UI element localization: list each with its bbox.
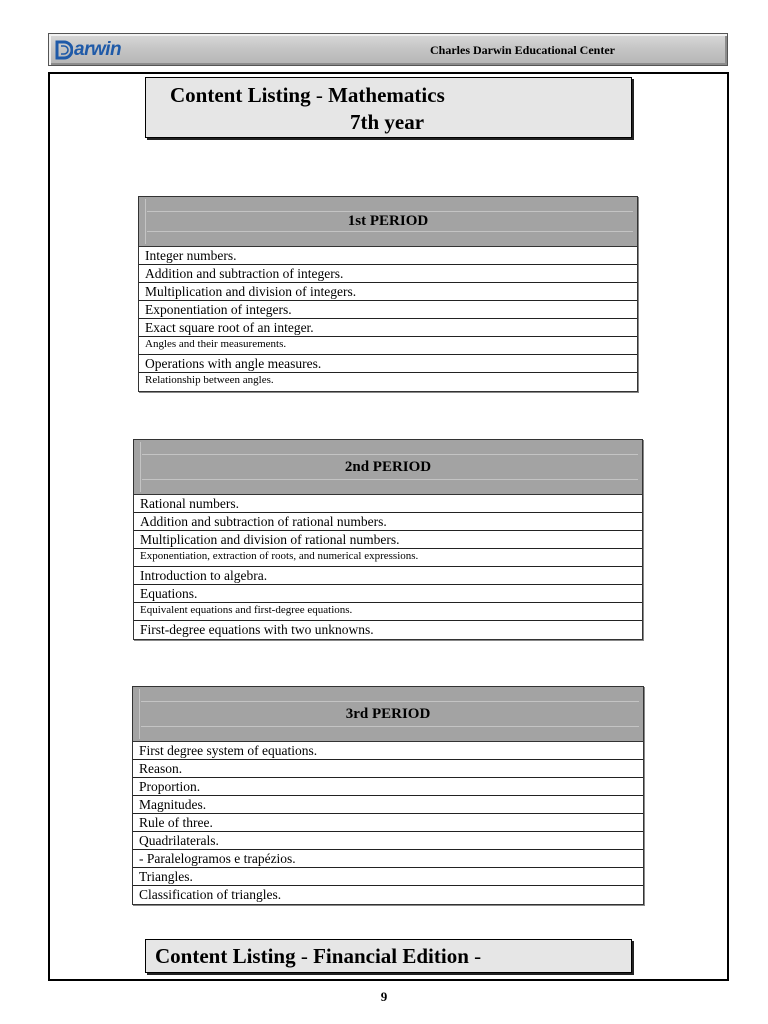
period-item: Addition and subtraction of rational numbers.: [134, 513, 642, 531]
bottom-title-suffix: -: [468, 944, 482, 968]
bottom-title: [155, 944, 481, 969]
period-item: Rule of three.: [133, 814, 643, 832]
period-header: [133, 687, 643, 742]
period-table-2: [133, 439, 643, 640]
period-item: Integer numbers.: [139, 247, 637, 265]
period-table-1: [138, 196, 638, 392]
period-item: Reason.: [133, 760, 643, 778]
period-item: - Paralelogramos e trapézios.: [133, 850, 643, 868]
darwin-logo-icon: [55, 40, 73, 60]
period-item: Operations with angle measures.: [139, 355, 637, 373]
period-header: [139, 197, 637, 247]
period-item: Magnitudes.: [133, 796, 643, 814]
period-item: Exact square root of an integer.: [139, 319, 637, 337]
bottom-title-prefix: Content Listing: [155, 944, 296, 968]
period-rows: [134, 495, 642, 639]
period-header: [134, 440, 642, 495]
title-box: [145, 77, 632, 138]
period-item: First-degree equations with two unknowns.: [140, 622, 374, 637]
period-item: Rational numbers.: [134, 495, 642, 513]
period-item: Classification of triangles.: [139, 887, 282, 902]
title-separator: -: [310, 83, 329, 107]
bottom-title-separator: -: [295, 944, 314, 968]
title-year: 7th year: [350, 110, 425, 134]
page-number: 9: [380, 989, 388, 1004]
period-item: Exponentiation, extraction of roots, and numerical expressions.: [134, 549, 642, 567]
period-item: Proportion.: [133, 778, 643, 796]
period-table-3: [132, 686, 644, 905]
period-item: Introduction to algebra.: [134, 567, 642, 585]
period-rows: [139, 247, 637, 391]
period-item: Equations.: [134, 585, 642, 603]
logo-wordmark: arwin: [74, 39, 122, 60]
period-item: Addition and subtraction of integers.: [139, 265, 637, 283]
period-item: Exponentiation of integers.: [139, 301, 637, 319]
document-header: [48, 33, 728, 66]
title-prefix: Content Listing: [170, 83, 311, 107]
page-title: [170, 83, 445, 108]
period-item: Multiplication and division of rational numbers.: [134, 531, 642, 549]
organization-name: Charles Darwin Educational Center: [430, 43, 615, 57]
title-subject: Mathematics: [328, 83, 445, 107]
period-item: First degree system of equations.: [133, 742, 643, 760]
period-item: Triangles.: [133, 868, 643, 886]
period-rows: [133, 742, 643, 904]
bottom-title-subject: Financial Edition: [313, 944, 469, 968]
period-item: Angles and their measurements.: [139, 337, 637, 355]
bottom-title-box: [145, 939, 632, 973]
darwin-logo: [55, 38, 121, 62]
period-item: Relationship between angles.: [145, 374, 274, 386]
period-item: Multiplication and division of integers.: [139, 283, 637, 301]
period-title: 1st PERIOD: [347, 213, 429, 229]
period-item: Quadrilaterals.: [133, 832, 643, 850]
period-title: 2nd PERIOD: [344, 459, 432, 475]
period-item: Equivalent equations and first-degree equations.: [134, 603, 642, 621]
period-title: 3rd PERIOD: [345, 706, 431, 722]
